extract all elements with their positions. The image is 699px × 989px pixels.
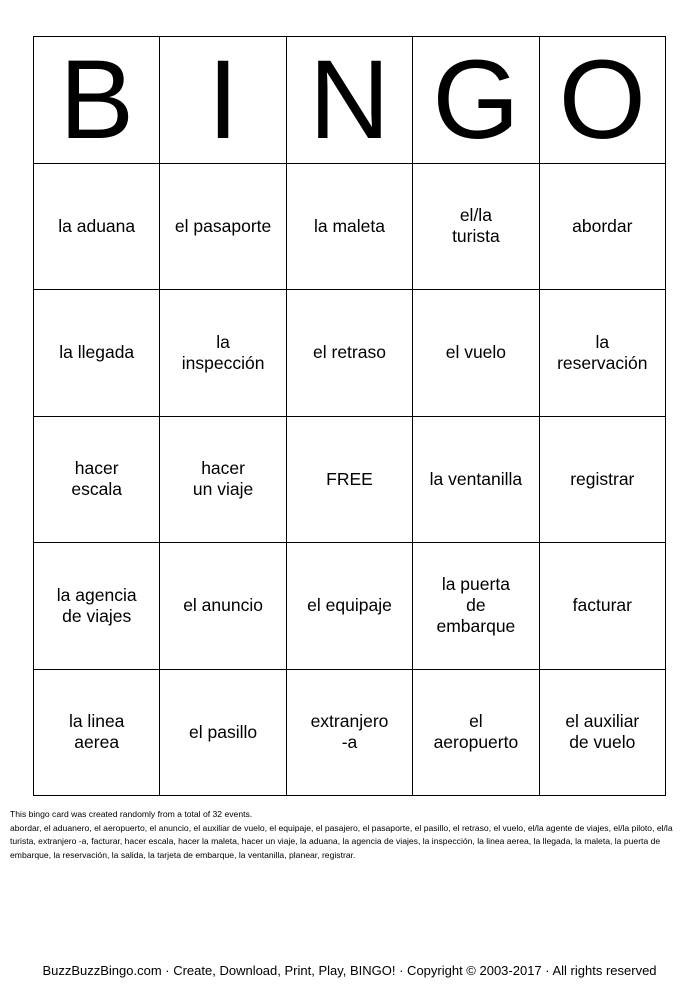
header-letter-b: B [34, 37, 160, 164]
cell-text: de viajes [62, 605, 132, 626]
cell-text: embarque [436, 616, 516, 637]
cell-text: hacer [74, 458, 119, 479]
cell-text: de [466, 595, 486, 616]
cell-text: la linea [68, 711, 125, 732]
cell-text: de vuelo [569, 732, 636, 753]
bingo-cell [160, 417, 286, 544]
cell-text: el retraso [313, 342, 386, 363]
cell-text: la aduana [58, 215, 136, 236]
bingo-cell [34, 543, 160, 670]
bingo-cell [34, 290, 160, 417]
header-letter-n: N [287, 37, 413, 164]
bingo-cell [160, 670, 286, 797]
cell-text: turista [452, 226, 500, 247]
cell-text: la puerta [441, 574, 510, 595]
card-info [10, 808, 690, 862]
cell-text: el equipaje [307, 595, 392, 616]
cell-text: inspección [181, 352, 265, 373]
cell-text: el anuncio [183, 595, 263, 616]
cell-text: aeropuerto [433, 732, 519, 753]
cell-text: extranjero [310, 711, 389, 732]
cell-text: facturar [572, 595, 632, 616]
cell-text: escala [71, 479, 122, 500]
footer-copyright: BuzzBuzzBingo.com · Create, Download, Print, Play, BINGO! · Copyright © 2003-2017 · All rights reserved [42, 963, 657, 978]
bingo-cell [540, 164, 666, 291]
free-space-cell [287, 417, 413, 544]
card-info-summary: This bingo card was created randomly from a total of 32 events. [10, 809, 253, 819]
cell-text: aerea [74, 732, 120, 753]
bingo-cell [413, 417, 539, 544]
free-space-text: FREE [326, 468, 373, 489]
cell-text: el pasillo [189, 721, 258, 742]
bingo-cell [34, 670, 160, 797]
bingo-cell [287, 543, 413, 670]
bingo-cell [160, 164, 286, 291]
event-list: abordar, el aduanero, el aeropuerto, el anuncio, el auxiliar de vuelo, el equipaje, el pasajero, el pasaporte, el pasillo, el retraso, el vuelo, el/la agente de viajes, el/la piloto, el/la turista, extranjero -a, facturar, hacer escala, hacer la maleta, hacer un viaje, la aduana, la agencia de viajes, la inspección, la linea aerea, la llegada, la maleta, la puerta de embarque, la reservación, la salida, la tarjeta de embarque, la ventanilla, planear, registrar. [10, 822, 673, 860]
cell-text: registrar [570, 468, 635, 489]
bingo-cell [540, 417, 666, 544]
bingo-cell [540, 543, 666, 670]
bingo-cell [34, 164, 160, 291]
cell-text: un viaje [192, 479, 254, 500]
bingo-cell [413, 290, 539, 417]
header-letter-g: G [413, 37, 539, 164]
cell-text: la [216, 331, 230, 352]
cell-text: el auxiliar [565, 711, 640, 732]
cell-text: reservación [557, 352, 648, 373]
cell-text: la agencia [56, 584, 137, 605]
cell-text: la ventanilla [429, 468, 523, 489]
cell-text: el pasaporte [174, 215, 272, 236]
bingo-cell [287, 290, 413, 417]
cell-text: abordar [572, 215, 633, 236]
bingo-cell [413, 543, 539, 670]
cell-text: la maleta [313, 215, 385, 236]
cell-text: el [469, 711, 483, 732]
cell-text: -a [341, 732, 358, 753]
bingo-cell [413, 670, 539, 797]
cell-text: el/la [459, 205, 492, 226]
bingo-cell [540, 670, 666, 797]
cell-text: la [595, 331, 610, 352]
header-letter-o: O [540, 37, 666, 164]
bingo-cell [160, 543, 286, 670]
cell-text: hacer [201, 458, 245, 479]
bingo-card [33, 36, 666, 796]
bingo-cell [413, 164, 539, 291]
bingo-cell [540, 290, 666, 417]
cell-text: el vuelo [445, 342, 507, 363]
bingo-cell [160, 290, 286, 417]
bingo-cell [34, 417, 160, 544]
bingo-cell [287, 164, 413, 291]
cell-text: la llegada [59, 342, 135, 363]
bingo-cell [287, 670, 413, 797]
header-letter-i: I [160, 37, 286, 164]
